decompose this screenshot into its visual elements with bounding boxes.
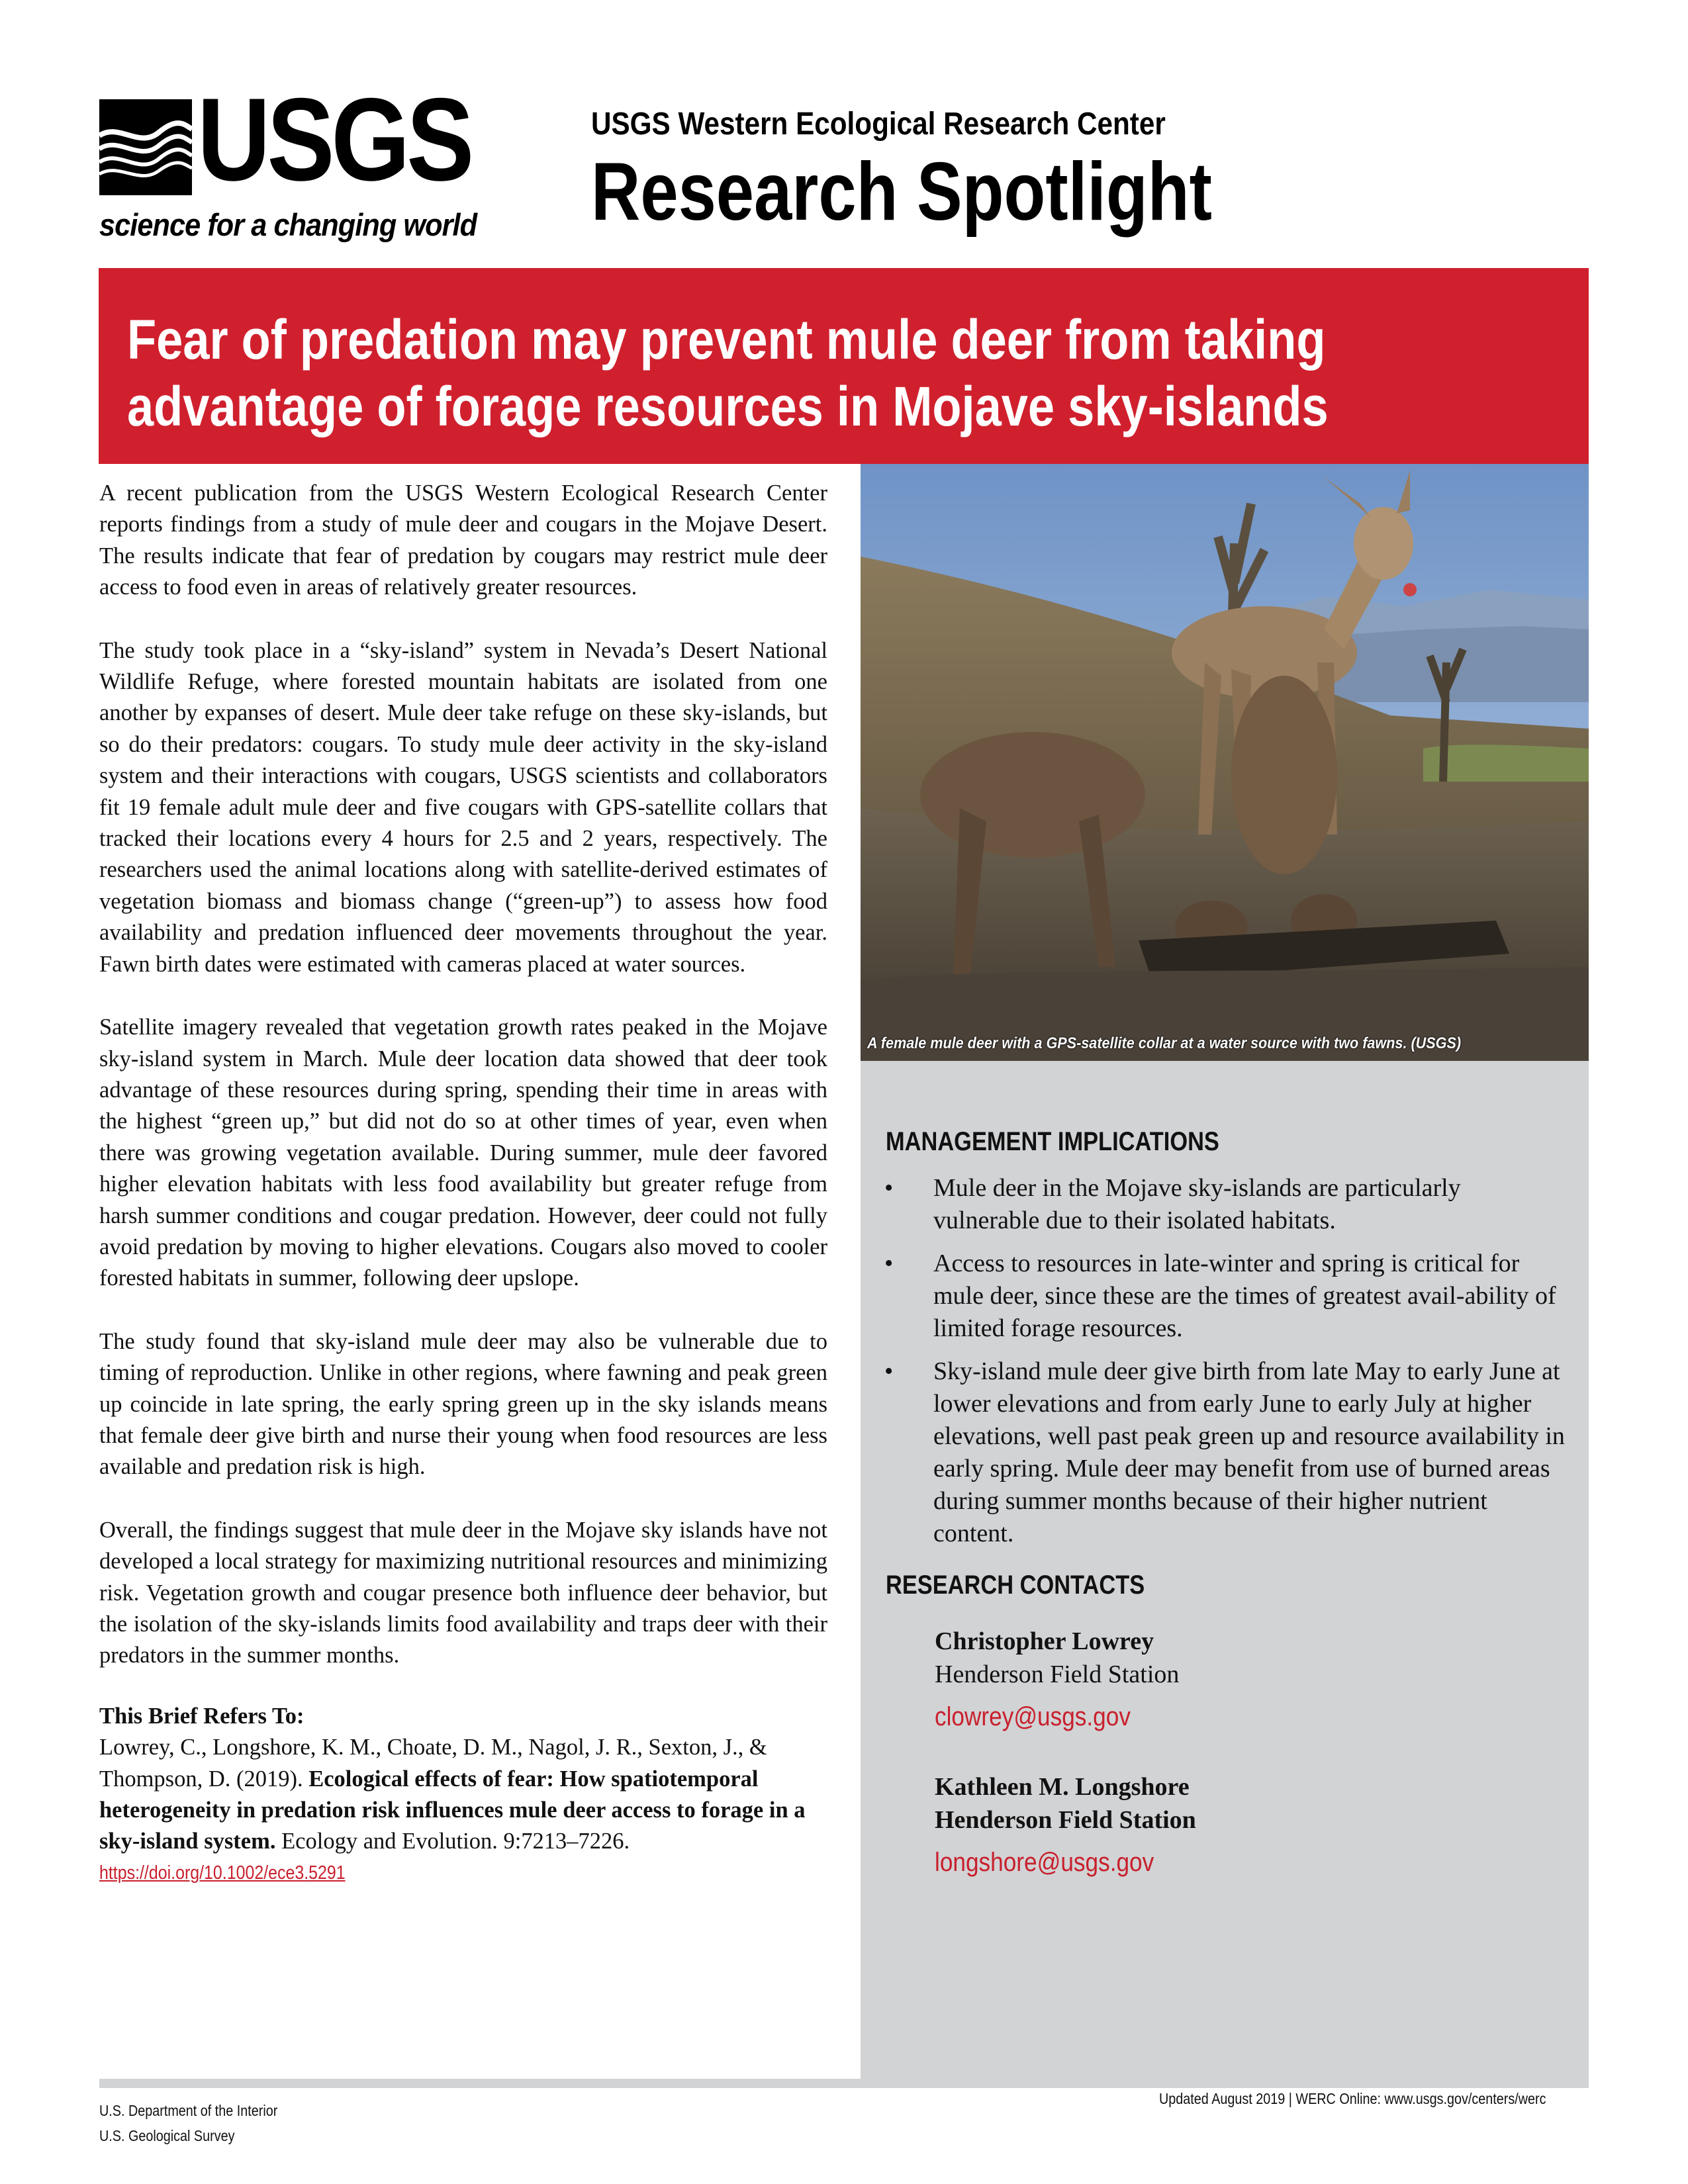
paragraph-reproduction: The study found that sky-island mule deer may also be vulnerable due to timing of reproduction. Unlike in other regions, where fawning and peak green up coincide in late spring, the early spring green up in the sky islands means that female deer give birth and nurse their young when food resources are less available and predation risk is high.	[99, 1328, 827, 1480]
deer-photo-illustration	[861, 464, 1589, 1061]
reference-citation	[99, 1732, 827, 1889]
bullet-icon: •	[884, 1174, 894, 1202]
reference-journal: Ecology and Evolution. 9:7213–7226.	[281, 1829, 630, 1854]
contact-org: Henderson Field Station	[935, 1806, 1196, 1834]
paragraph-findings: Satellite imagery revealed that vegetation growth rates peaked in the Mojave sky-island system in March. Mule deer location data showed that deer took advantage of these resources during spring, spending their time in areas with the highest “green up,” but did not do so at other times of year, even when there was growing vegetation available. During summer, mule deer favored higher elevation habitats with less food availability but greater refuge from harsh summer conditions and cougar predation. However, deer could not fully avoid predation by moving to higher elevations. Cougars also moved to cooler forested habitats in summer, following deer upslope.	[99, 1015, 827, 1291]
reference-title: Ecological effects of fear: How spatiotemporal heterogeneity in predation risk influences mule deer access to forage in a sky-island system.	[99, 1766, 806, 1854]
paragraph-intro: A recent publication from the USGS Western Ecological Research Center reports findings from a study of mule deer and cougars in the Mojave Desert. The results indicate that fear of predation by cougars may restrict mule deer access to food even in areas of relatively greater resources.	[99, 480, 827, 600]
logo-tagline: science for a changing world	[99, 207, 477, 242]
contact-email-link[interactable]: longshore@usgs.gov	[935, 1848, 1154, 1877]
reference-block	[99, 1701, 827, 1889]
contact-name: Christopher Lowrey	[935, 1627, 1154, 1655]
title-banner	[99, 268, 1589, 464]
implications-heading: MANAGEMENT IMPLICATIONS	[886, 1127, 1219, 1156]
contact-name: Kathleen M. Longshore	[935, 1773, 1190, 1801]
paragraph-conclusion: Overall, the findings suggest that mule deer in the Mojave sky islands have not developed a local strategy for maximizing nutritional resources and minimizing risk. Vegetation growth and cougar presence both influence deer behavior, but the isolation of the sky-islands limits food availability and traps deer with their predators in the summer months.	[99, 1517, 827, 1668]
paragraph-study: The study took place in a “sky-island” system in Nevada’s Desert National Wildlife Refuge, where forested mountain habitats are isolated from one another by expanses of desert. Mule deer take refuge on these sky-islands, but so do their predators: cougars. To study mule deer activity in the sky-island system and their interactions with cougars, USGS scientists and collaborators fit 19 female adult mule deer and five cougars with GPS-satellite collars that tracked their locations every 4 hours for 2.5 and 2 years, respectively. The researchers used the animal locations along with satellite-derived estimates of vegetation biomass and biomass change (“green-up”) to assess how food availability and predation influenced deer movements throughout the year. Fawn birth dates were estimated with cameras placed at water sources.	[99, 637, 827, 977]
usgs-logo	[99, 73, 483, 245]
list-item	[884, 1172, 1573, 1237]
implications-list	[884, 1172, 1573, 1561]
publication-type: Research Spotlight	[591, 146, 1212, 238]
footer-agency: U.S. Geological Survey	[99, 2127, 235, 2144]
title-line-2: advantage of forage resources in Mojave sky-islands	[127, 375, 1329, 437]
photo-caption: A female mule deer with a GPS-satellite collar at a water source with two fawns. (USGS)	[867, 1034, 1462, 1052]
title-line-1: Fear of predation may prevent mule deer from taking	[127, 308, 1326, 371]
footer-divider	[99, 2079, 1589, 2088]
list-item	[884, 1355, 1573, 1550]
contact-card	[935, 1625, 1179, 1733]
contact-email-link[interactable]: clowrey@usgs.gov	[935, 1702, 1131, 1731]
sidebar-panel	[861, 1061, 1589, 2079]
footer-updated: Updated August 2019 | WERC Online: www.usgs.gov/centers/werc	[1159, 2090, 1546, 2107]
contacts-heading: RESEARCH CONTACTS	[886, 1570, 1145, 1600]
implication-text: Access to resources in late-winter and spring is critical for mule deer, since these are the times of greatest avail-ability of limited forage resources.	[933, 1250, 1556, 1342]
contact-org: Henderson Field Station	[935, 1661, 1180, 1688]
usgs-wave-icon	[99, 99, 192, 195]
article-body	[99, 478, 827, 1889]
contact-card	[935, 1770, 1196, 1879]
logo-wordmark: USGS	[197, 73, 471, 205]
bullet-icon: •	[884, 1357, 894, 1385]
reference-heading: This Brief Refers To:	[99, 1703, 305, 1729]
bullet-icon: •	[884, 1250, 894, 1277]
doi-link[interactable]: https://doi.org/10.1002/ece3.5291	[99, 1862, 346, 1884]
implication-text: Mule deer in the Mojave sky-islands are particularly vulnerable due to their isolated habitats.	[933, 1174, 1461, 1234]
implication-text: Sky-island mule deer give birth from late May to early June at lower elevations and from early June to early July at higher elevations, well past peak green up and resource availability in early spring. Mule deer may benefit from use of burned areas during summer months because of their higher nutrient content.	[933, 1357, 1565, 1547]
footer-department: U.S. Department of the Interior	[99, 2102, 278, 2119]
center-name: USGS Western Ecological Research Center	[591, 107, 1166, 142]
deer-photo	[861, 464, 1589, 1061]
reference-authors: Lowrey, C., Longshore, K. M., Choate, D. M., Nagol, J. R., Sexton, J., & Thompson, D. (2019).	[99, 1735, 767, 1792]
list-item	[884, 1248, 1573, 1345]
